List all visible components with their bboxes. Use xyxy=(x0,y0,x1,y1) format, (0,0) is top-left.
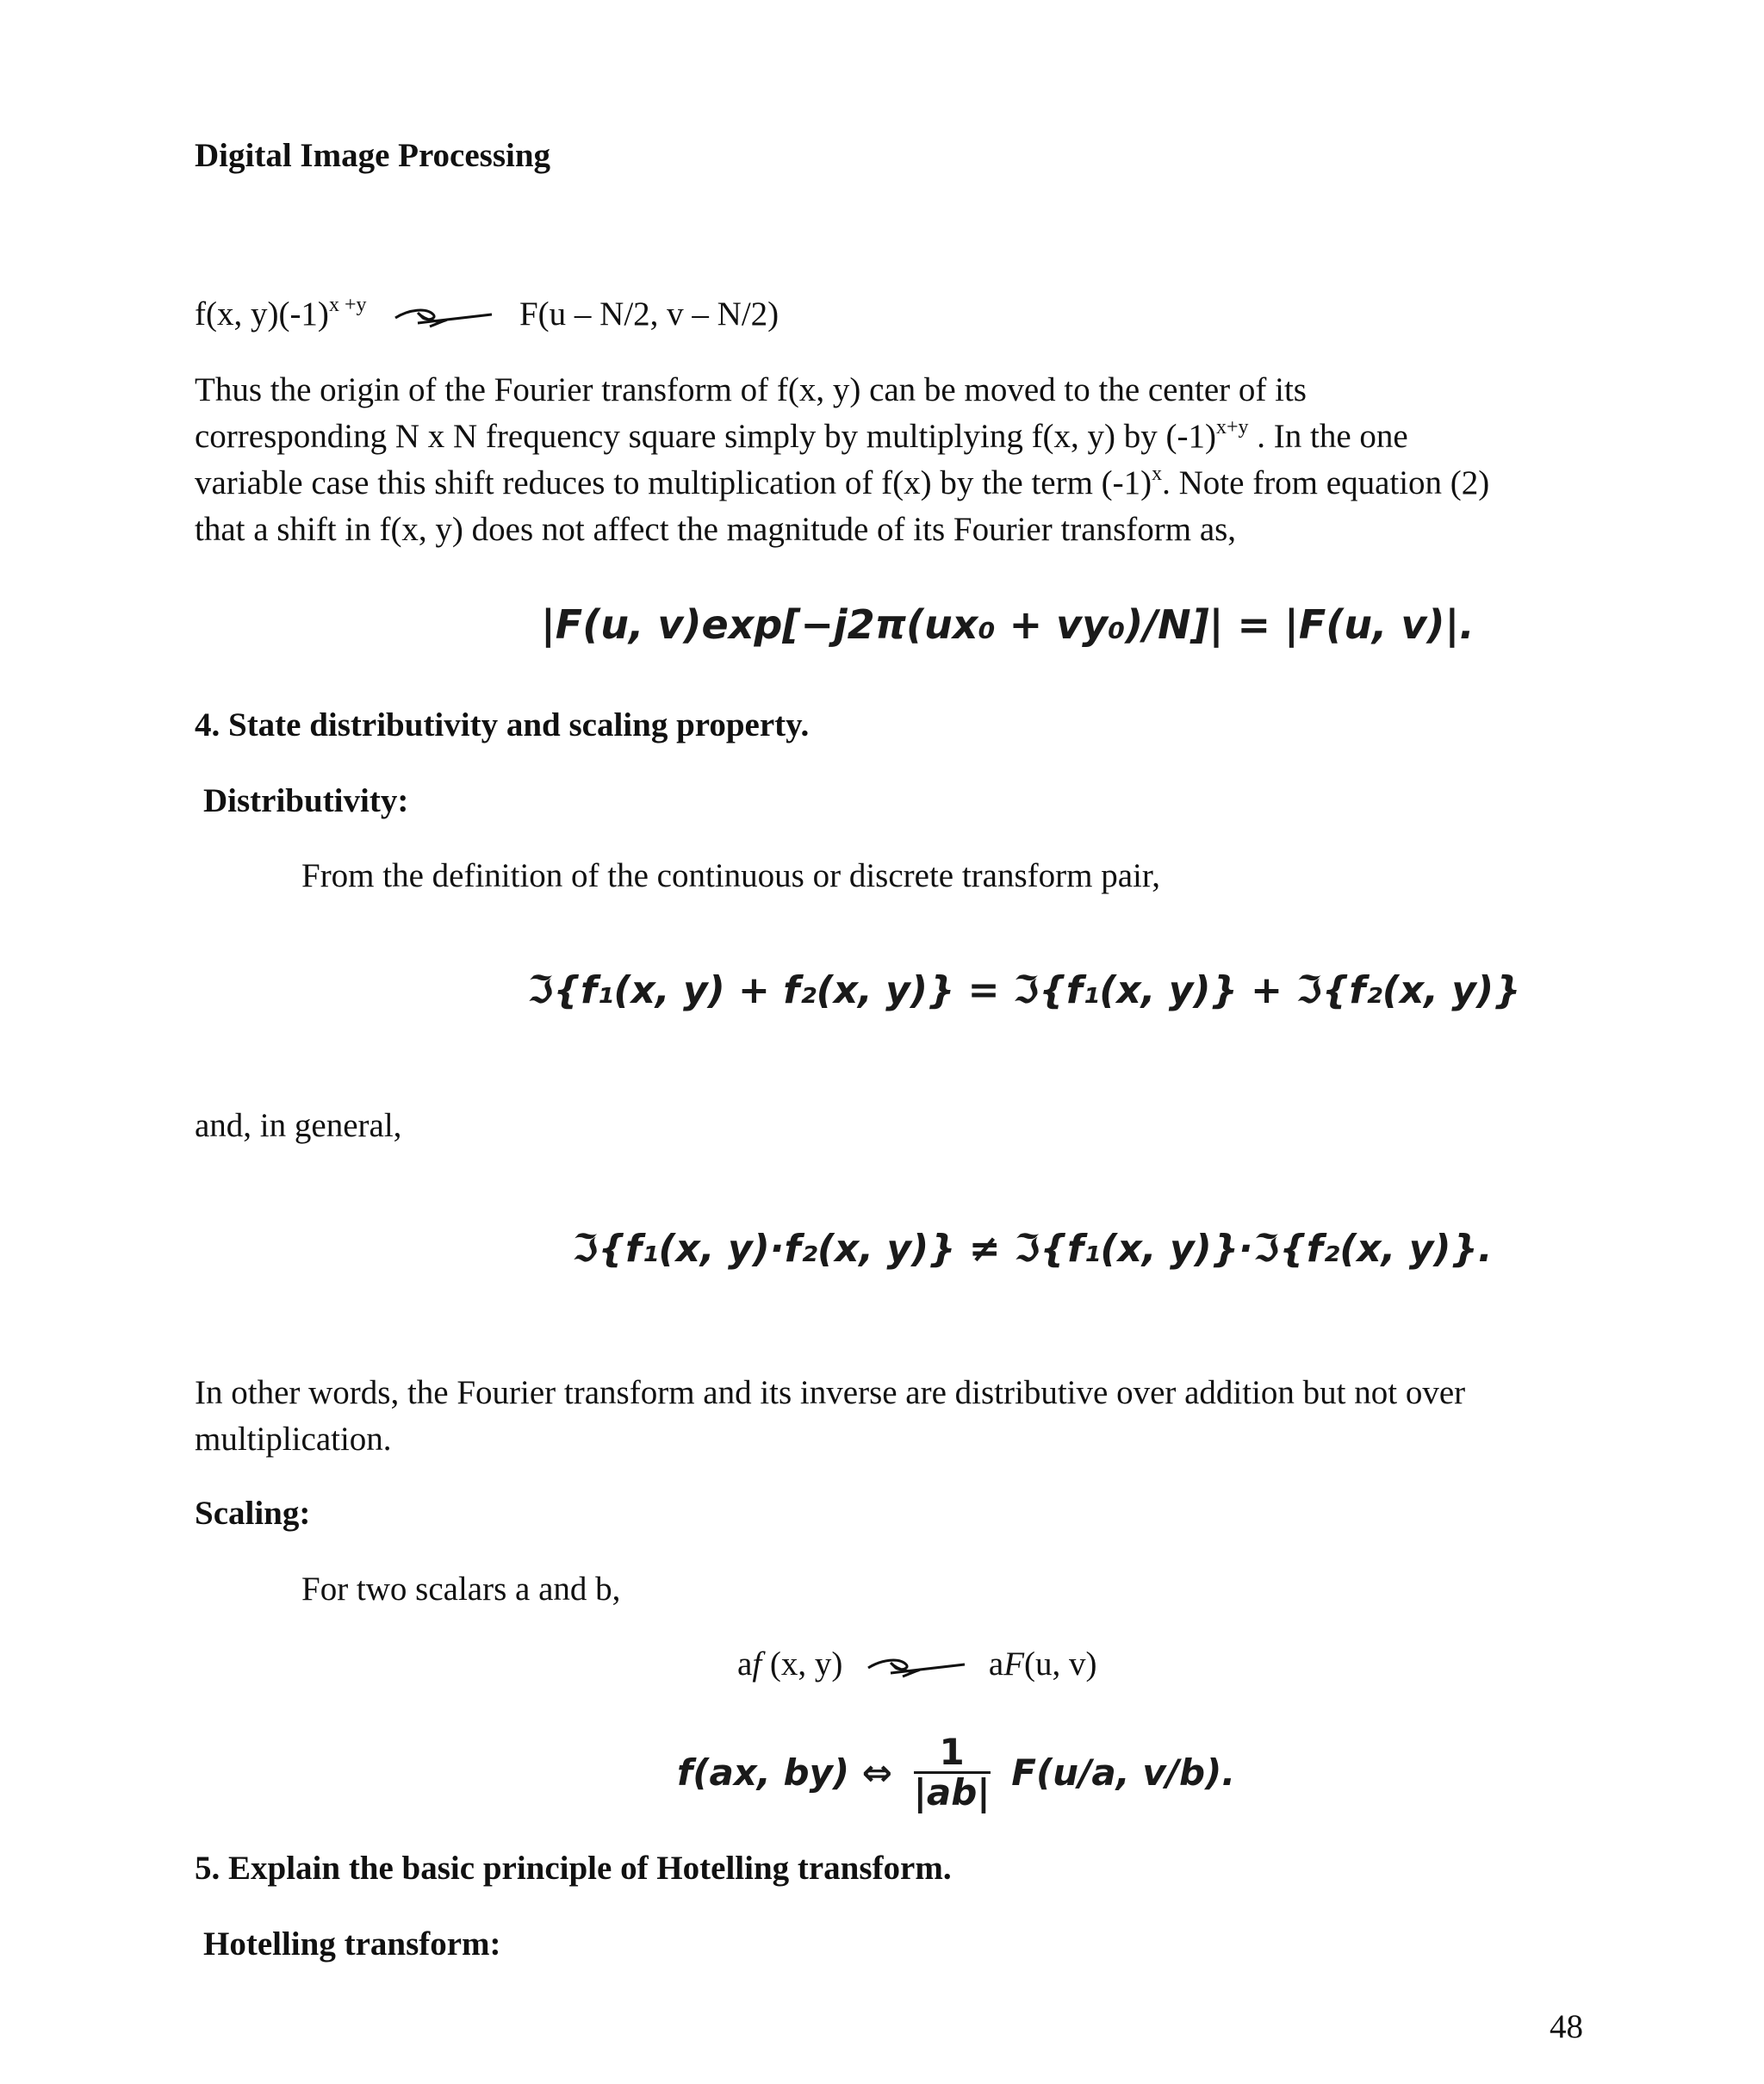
paragraph-line: multiplication. xyxy=(195,1421,392,1458)
distributivity-conclusion xyxy=(195,1370,1573,1463)
in-general-text: and, in general, xyxy=(195,1107,402,1144)
distributivity-heading: Distributivity: xyxy=(203,782,409,819)
paragraph-line: In other words, the Fourier transform and its inverse are distributive over addition but not over xyxy=(195,1374,1466,1411)
equation-magnitude: |F(u, v)exp[−j2π(ux₀ + vy₀)/N]| = |F(u, v)|. xyxy=(541,601,1475,648)
scaling-intro: For two scalars a and b, xyxy=(301,1571,621,1608)
paragraph-line: corresponding N x N frequency square simply by multiplying f(x, y) by $(-1)^{x+y}$ . In the one xyxy=(195,416,1408,455)
transform-pair-arrow-icon xyxy=(865,1654,968,1680)
shift-equation-right: F(u – N/2, v – N/2) xyxy=(519,295,780,333)
equation-distributive-addition: ℑ{f₁(x, y) + f₂(x, y)} = ℑ{f₁(x, y)} + ℑ{f₂(x, y)} xyxy=(527,968,1521,1012)
page-number: 48 xyxy=(1550,2008,1583,2045)
transform-pair-arrow-icon xyxy=(392,304,495,330)
paragraph-line: variable case this shift reduces to multiplication of f(x) by the term $(-1)^x$. Note from equation (2) xyxy=(195,463,1490,501)
paragraph-line: Thus the origin of the Fourier transform of f(x, y) can be moved to the center of its xyxy=(195,371,1307,408)
equation-scaling-property: f(ax, by) ⇔ $\frac{1}{|ab|}$ F(u/a, v/b). xyxy=(677,1731,1236,1813)
equation-not-distributive-multiplication: ℑ{f₁(x, y)·f₂(x, y)} ≠ ℑ{f₁(x, y)}·ℑ{f₂(x, y)}. xyxy=(572,1227,1493,1271)
shift-equation xyxy=(195,291,779,338)
equation-scalar-multiplication: af (x, y) aF(u, v) xyxy=(737,1645,1097,1683)
paragraph-origin-shift xyxy=(195,367,1573,553)
shift-equation-left: f(x, y)(-1) xyxy=(195,295,329,333)
shift-equation-exponent: x +y xyxy=(328,294,367,316)
paragraph-line: that a shift in f(x, y) does not affect the magnitude of its Fourier transform as, xyxy=(195,511,1237,548)
fraction: $\frac{1}{|ab|}$ xyxy=(913,1731,991,1813)
scaling-heading: Scaling: xyxy=(195,1495,311,1532)
page-header: Digital Image Processing xyxy=(195,137,551,174)
question-5-title: 5. Explain the basic principle of Hotelling transform. xyxy=(195,1850,952,1887)
distributivity-intro: From the definition of the continuous or discrete transform pair, xyxy=(301,857,1161,894)
hotelling-heading: Hotelling transform: xyxy=(203,1925,501,1963)
question-4-title: 4. State distributivity and scaling property. xyxy=(195,706,810,743)
